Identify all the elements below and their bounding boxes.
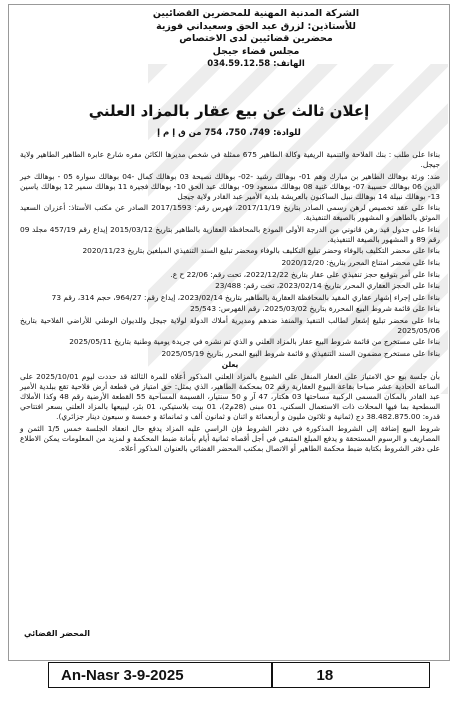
office-court: مجلس قضاء جيجل bbox=[212, 45, 300, 57]
paragraph-mortgage-registration: بناءا على جدول قيد رهن قانوني من الدرجة الأولى المودع بالمحافظة العقارية بالطاهير بتاريخ 2015/03/12 إيداع رقم 457/19 مجلد 09 رقم 89 و المشهور بالصيغة التنفيذية. bbox=[20, 224, 440, 244]
paragraph-request: بناءا على طلب : بنك الفلاحة والتنمية الريفية وكالة الطاهير 675 ممثلة في شخص مديرها الكائن مقره شارع عابرة الطاهير الطاهير ولاية جيجل. bbox=[20, 150, 441, 170]
page-number: 18 bbox=[316, 666, 334, 684]
paragraph-sale-conditions: شروط البيع إضافة إلى الشروط المذكورة في دفتر الشروط فإن الراسي عليه المزاد يدفع حال انعقاد الجلسة خمس 1/5 الثمن و المصاريف و الرسوم المستحقة و يدفع المبلغ المتبقي في أجل أقصاه ثمانية أيام بأمانة ضبط المحكمة و لمزيد من المعلومات يمكن الاطلاع على دفتر الشروط بكتابة ضبط محكمة الطاهير أو الاتصال بمكتب المحضر القضائي بالعنوان المذكور أعلاه. bbox=[20, 423, 440, 453]
newspaper-footer bbox=[48, 662, 430, 688]
paragraph-mortgage-deed: بناءا على عقد تخصيص لرهن رسمي الصادر بتاريخ 2017/11/19، فهرس رقم: 2017/1593 الصادر عن مكتب الأستاذ: أعزران السعيد الموثق بالطاهير و المشهور بالصيغة التنفيذية. bbox=[20, 203, 440, 223]
paragraph-auction-details: بأن جلسة بيع حق الامتياز على العقار المنقل على الشيوع بالمزاد العلني المذكور أعلاه للمرة الثالثة قد حددت ليوم 2025/10/01 على الساعة الحادية عشر صباحا بقاعة البيوع العقارية رقم 02 بمحكمة الطاهير، الذي يمثل: حق امتياز في قطعة أرض فلاحية تقع ببلدية الأمير عبد القادر بالمكان المسمى الركبية مساحتها 03 هكتار، 47 آر و 50 سنتيار، القسيمة المساحية 55 القطعة الأرضية رقم 48 وكذا الأملاك السطحية بما فيها المحلات ذات الاستعمال السكني، 01 مبنى (28م2)، 01 بيت بلاستيكي، 01 بئر، ليبيعها بالمزاد العلني بسعر افتتاحي قدره: 38.482.875.00 دج (ثمانية و ثلاثون مليون و أربعمائة و اثنان و ثمانون ألف و ثمانمائة و خمسة و سبعون دينار جزائري). bbox=[20, 371, 440, 422]
paragraph-conditions-list: بناءا على قائمة شروط البيع المحررة بتاريخ 2025/03/02، رقم الفهرس: 25/543 bbox=[190, 304, 440, 314]
notice-title: إعلان ثالث عن بيع عقار بالمزاد العلني bbox=[88, 102, 370, 120]
advertisement-page bbox=[8, 4, 450, 697]
legal-articles: للوادة: 749، 750، 754 من ق إ م إ bbox=[157, 128, 301, 138]
notice-body bbox=[20, 150, 440, 455]
office-name: الشركة المدنية المهنية للمحضرين القضائيين bbox=[152, 8, 360, 19]
paragraph-against: ضد: ورثة بوهالك الطاهير بن مبارك وهم 01- بوهالك رشيد -02- بوهالك نصيحة 03 بوهالك كمال -04 بوهالك سوارة 05 - بوهالك خير الدين 06 بوهالك حسيبة 07- بوهالك غنية 08 بوهالك مسعود 09- بوهالك عبد الحق 10- بوهالك فجيرة 11 بوهالك سمير 12 بوهالك ياسين 13- بوهالك نبيلة 14 بوهالك نبيل الساكنون بالعريشة بلدية الأمير عبد القادر ولاية جيجل bbox=[20, 171, 441, 201]
office-role: محضرين قضائيين لدى الاختصاص bbox=[179, 33, 333, 45]
paragraph-extract-published: بناءا على مستخرج من قائمة شروط البيع عقار بالمزاد العلني و الذي تم نشره في جريدة يومية وطنية بتاريخ 2025/05/11 bbox=[69, 337, 440, 347]
office-lawyers: للأستاذين: لزرق عبد الحق وسعيداني فوزية bbox=[156, 20, 356, 32]
paragraph-seizure-order: بناءا على أمر بتوقيع حجز تنفيذي على عقار بتاريخ 2022/12/22، تحت رقم: 22/06 ح ع. bbox=[170, 269, 440, 279]
paragraph-notification: بناءا على محضر تبليغ إشعار لطالب التنفيذ والمنفذ ضدهم ومديرية أملاك الدولة لولاية جيجل وللديوان الوطني للأراضي الفلاحية بتاريخ 2025/05/06 bbox=[20, 315, 440, 335]
paragraph-publication: بناءا على إجراء إشهار عقاري المقيد بالمحافظة العقارية بالطاهير بتاريخ 2023/02/14، إيداع رقم: 964/27، حجم 314، رقم 73 bbox=[51, 292, 440, 302]
paragraph-announce: يعلن bbox=[221, 360, 239, 370]
paragraph-extract-executive: بناءا على مستخرج مضمون السند التنفيذي و قائمة شروط البيع المحرر بتاريخ 2025/05/19 bbox=[161, 348, 440, 358]
office-header bbox=[76, 8, 436, 71]
office-phone: الهاتف: 034.59.12.58 bbox=[207, 59, 305, 70]
paragraph-seizure-record: بناءا على الحجز العقاري المحرر بتاريخ 2023/02/14، تحت رقم: 23/488 bbox=[215, 281, 440, 291]
paragraph-refusal: بناءا على محضر امتناع المحرر بتاريخ: 2020/12/20 bbox=[281, 257, 440, 267]
paragraph-payment-notice: بناءا على محضر التكليف بالوفاء وحضر تبليغ التكليف بالوفاء ومحضر تبليغ السند التنفيذي المبلغين بتاريخ 2020/11/23 bbox=[82, 246, 440, 256]
signature-label: المحضر القضائي bbox=[24, 629, 91, 638]
publication-date: An-Nasr 3-9-2025 bbox=[61, 666, 184, 684]
